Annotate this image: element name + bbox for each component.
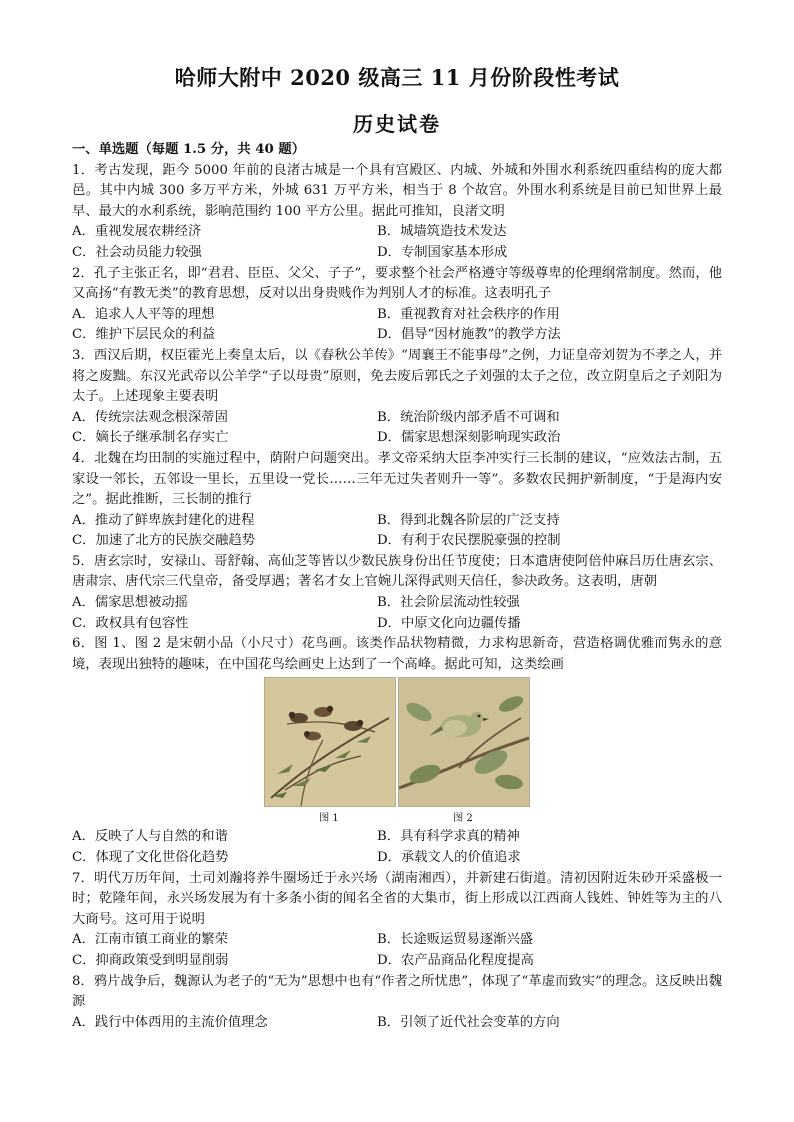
option-a: A．江南市镇工商业的繁荣 <box>72 932 228 948</box>
option-d: D．承载文人的价值追求 <box>377 850 521 866</box>
question-7 <box>72 869 722 972</box>
figure-caption-2: 图 2 <box>453 813 473 825</box>
option-a: A．传统宗法观念根深蒂固 <box>72 409 228 425</box>
question-3 <box>72 346 722 449</box>
option-c: C．体现了文化世俗化趋势 <box>72 850 229 866</box>
question-stem: 1．考古发现，距今 5000 年前的良渚古城是一个具有宫殿区、内城、外城和外围水利系统四重结构的庞大都邑。其中内城 300 多万平方米，外城 631 万平方米，相当于 8 个故宫。外围水利系统是目前已知世界上最早、最大的水利系统，影响范围约 100 平方公里。据此可推知，良渚文明 <box>72 162 722 219</box>
option-d: D．中原文化向边疆传播 <box>377 615 521 631</box>
exam-subtitle: 历史试卷 <box>353 112 441 136</box>
option-b: B．引领了近代社会变革的方向 <box>377 1014 560 1030</box>
option-b: B．得到北魏各阶层的广泛支持 <box>377 512 560 528</box>
question-8 <box>72 972 722 1034</box>
question-stem: 6．图 1、图 2 是宋朝小品（小尺寸）花鸟画。该类作品状物精微，力求构思新奇，营造格调优雅而隽永的意境，表现出独特的趣味，在中国花鸟绘画史上达到了一个高峰。据此可知，这类绘画 <box>72 636 722 672</box>
option-c: C．抑商政策受到明显削弱 <box>72 953 229 968</box>
question-stem: 4．北魏在均田制的实施过程中，荫附户问题突出。孝文帝采纳大臣李冲实行三长制的建议，“应效法古制，五家设一邻长，五邻设一里长，五里设一党长……三年无过失者则升一等”。多数农民拥护新制度，“于是海内安之”。据此推断，三长制的推行 <box>72 450 722 508</box>
exam-title: 哈师大附中 2020 级高三 11 月份阶段性考试 <box>174 65 620 90</box>
option-a: A．儒家思想被动摇 <box>72 595 188 611</box>
option-grid <box>72 222 722 263</box>
option-b: B．统治阶级内部矛盾不可调和 <box>377 409 560 425</box>
figure-caption-1: 图 1 <box>319 813 339 825</box>
option-c: C．政权具有包容性 <box>72 615 189 631</box>
question-6 <box>72 634 722 868</box>
painting-art <box>265 678 395 806</box>
option-grid <box>72 408 722 449</box>
figure-row <box>72 677 722 827</box>
question-stem: 7．明代万历年间，土司刘瀚将养牛圈场迁于永兴场（湖南湘西），并新建石街道。清初因附近朱砂开采盛极一时；乾隆年间，永兴场发展为有十多条小街的闻名全省的大集市，街上形成以江西商人钱姓、钟姓等为主的八大商号。这可用于说明 <box>72 870 722 927</box>
option-b: B．社会阶层流动性较强 <box>377 595 520 611</box>
question-4 <box>72 449 722 552</box>
question-stem: 8．鸦片战争后，魏源认为老子的“无为”思想中也有“作者之所忧患”，体现了“革虚而致实”的理念。这反映出魏源 <box>72 973 722 1010</box>
option-a: A．推动了鲜卑族封建化的进程 <box>72 512 255 528</box>
option-a: A．追求人人平等的理想 <box>72 306 215 322</box>
section-heading: 一、单选题（每题 1.5 分，共 40 题） <box>72 142 306 157</box>
option-d: D．农产品商品化程度提高 <box>377 953 534 968</box>
option-d: D．倡导“因材施教”的教学方法 <box>377 327 561 343</box>
option-d: D．专制国家基本形成 <box>377 244 508 260</box>
painting-art <box>399 678 529 806</box>
option-c: C．维护下层民众的利益 <box>72 327 216 343</box>
option-a: A．践行中体西用的主流价值理念 <box>72 1014 268 1030</box>
question-stem: 5．唐玄宗时，安禄山、哥舒翰、高仙芝等皆以少数民族身份出任节度使；日本遣唐使阿倍仲麻吕历仕唐玄宗、唐肃宗、唐代宗三代皇帝，备受厚遇；著名才女上官婉儿深得武则天信任，参决政务。这表明，唐朝 <box>72 553 722 590</box>
option-c: C．嫡长子继承制名存实亡 <box>72 430 229 446</box>
option-c: C．社会动员能力较强 <box>72 244 202 260</box>
option-c: C．加速了北方的民族交融趋势 <box>72 533 256 549</box>
option-d: D．儒家思想深刻影响现实政治 <box>377 430 561 446</box>
option-grid <box>72 511 722 552</box>
option-grid <box>72 827 722 868</box>
option-b: B．重视教育对社会秩序的作用 <box>377 306 560 322</box>
question-stem: 2．孔子主张正名，即“君君、臣臣、父父、子子”，要求整个社会严格遵守等级尊卑的伦理纲常制度。然而，他又高扬“有教无类”的教育思想，反对以出身贵贱作为判别人才的标准。这表明孔子 <box>72 265 722 302</box>
question-5 <box>72 552 722 634</box>
option-grid <box>72 305 722 346</box>
option-b: B．长途贩运贸易逐渐兴盛 <box>377 932 534 948</box>
question-2 <box>72 264 722 346</box>
option-a: A．重视发展农耕经济 <box>72 224 202 240</box>
option-b: B．城墙筑造技术发达 <box>377 224 507 240</box>
question-1 <box>72 161 722 264</box>
question-stem: 3．西汉后期，权臣霍光上奏皇太后，以《春秋公羊传》“周襄王不能事母”之例，力证皇帝刘贺为不孝之人，并将之废黜。东汉光武帝以公羊学“子以母贵”原则，免去废后郭氏之子刘强的太子之位，改立阴皇后之子刘阳为太子。上述现象主要表明 <box>72 347 722 405</box>
bird-painting-image-2 <box>398 677 530 807</box>
bird-painting-image-1 <box>264 677 396 807</box>
option-grid <box>72 930 722 971</box>
option-grid <box>72 593 722 634</box>
option-a: A．反映了人与自然的和谐 <box>72 829 228 845</box>
option-b: B．具有科学求真的精神 <box>377 829 520 845</box>
question-list <box>72 140 722 1033</box>
option-d: D．有利于农民摆脱豪强的控制 <box>377 533 561 549</box>
option-grid <box>72 1013 722 1034</box>
